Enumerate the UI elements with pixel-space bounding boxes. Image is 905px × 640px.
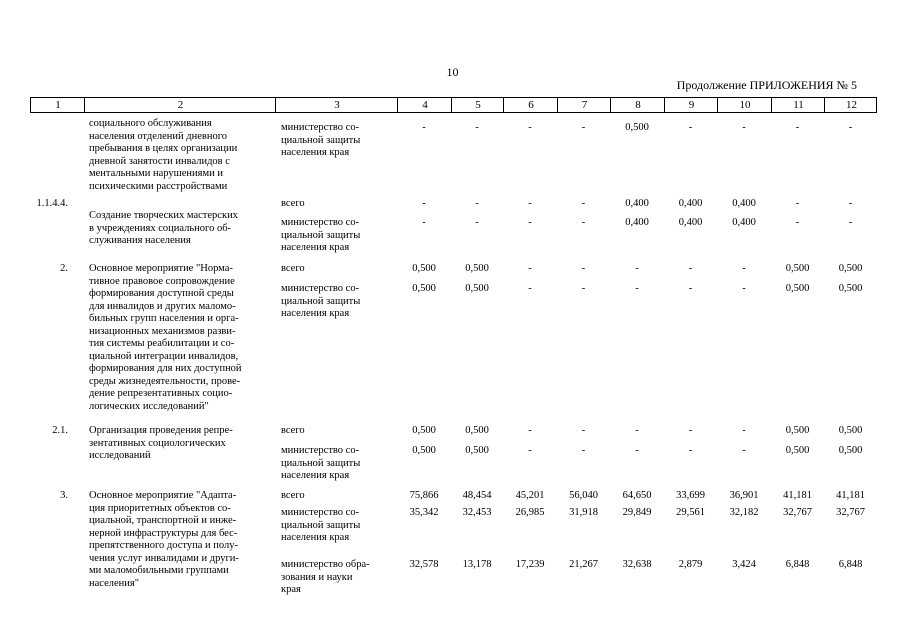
column-divider — [503, 98, 504, 112]
table-cell-value: 29,849 — [622, 507, 652, 518]
table-cell-value: - — [635, 263, 639, 274]
table-cell-value: - — [581, 198, 586, 209]
funding-source: всего — [281, 198, 305, 209]
table-cell-value: 0,500 — [785, 283, 810, 294]
table-cell-value: 0,500 — [412, 445, 436, 456]
table-cell-value: - — [581, 217, 586, 228]
column-header-4: 4 — [422, 99, 428, 111]
table-cell-value: - — [422, 217, 426, 228]
table-cell-value: 56,040 — [569, 490, 598, 501]
table-cell-value: - — [795, 217, 800, 228]
table-cell-value: 0,500 — [625, 122, 649, 133]
table-cell-value: 6,848 — [785, 559, 810, 570]
table-cell-value: - — [528, 217, 532, 228]
table-cell-value: 0,400 — [625, 198, 649, 209]
table-cell-value: - — [635, 425, 639, 436]
column-divider — [824, 98, 825, 112]
table-cell-value: - — [528, 445, 532, 456]
table-cell-value: 45,201 — [515, 490, 545, 501]
column-divider — [557, 98, 558, 112]
table-cell-value: - — [475, 122, 479, 133]
table-cell-value: 13,178 — [462, 559, 492, 570]
table-cell-value: 0,500 — [785, 425, 810, 436]
table-cell-value: 3,424 — [732, 559, 756, 570]
row-number: 2.1. — [52, 425, 68, 436]
table-cell-value: - — [848, 217, 853, 228]
funding-source: министерство со- циальной защиты населения края — [281, 283, 361, 319]
table-cell-value: 0,500 — [838, 445, 863, 456]
row-number: 1.1.4.4. — [36, 198, 68, 209]
column-header-12: 12 — [846, 99, 857, 111]
table-cell-value: 0,500 — [412, 283, 436, 294]
table-cell-value: 32,182 — [729, 507, 759, 518]
table-cell-value: - — [795, 198, 800, 209]
row-number: 2. — [60, 263, 68, 274]
funding-source: всего — [281, 490, 305, 501]
table-cell-value: 0,500 — [838, 263, 863, 274]
table-cell-value: 48,454 — [462, 490, 492, 501]
table-cell-value: 0,500 — [465, 283, 489, 294]
page-number: 10 — [446, 65, 459, 79]
table-cell-value: - — [581, 263, 586, 274]
table-cell-value: 0,400 — [732, 198, 756, 209]
column-header-1: 1 — [55, 99, 61, 111]
table-cell-value: 32,578 — [409, 559, 439, 570]
column-header-9: 9 — [688, 99, 695, 111]
table-cell-value: - — [688, 122, 693, 133]
row-title: социального обслуживания населения отделений дневного пребывания в целях организации дневной занятости инвалидов с ментальными нарушениями и психическими расстройствами — [89, 118, 238, 192]
table-cell-value: - — [688, 263, 693, 274]
table-cell-value: - — [688, 425, 693, 436]
funding-source: министерство со- циальной защиты населения края — [281, 507, 361, 543]
table-cell-value: 0,500 — [412, 263, 436, 274]
table-header-row — [30, 97, 877, 113]
table-cell-value: - — [581, 445, 586, 456]
table-cell-value: - — [475, 217, 479, 228]
funding-source: всего — [281, 425, 305, 436]
column-divider — [84, 98, 85, 112]
table-cell-value: 0,500 — [465, 445, 489, 456]
column-divider — [717, 98, 718, 112]
column-divider — [771, 98, 772, 112]
table-cell-value: - — [422, 122, 426, 133]
table-cell-value: 26,985 — [515, 507, 545, 518]
column-divider — [275, 98, 276, 112]
table-cell-value: 41,181 — [783, 490, 812, 501]
table-cell-value: 21,267 — [569, 559, 598, 570]
table-cell-value: 36,901 — [729, 490, 759, 501]
table-cell-value: 2,879 — [678, 559, 703, 570]
table-cell-value: - — [475, 198, 479, 209]
table-cell-value: - — [742, 425, 746, 436]
table-cell-value: - — [422, 198, 426, 209]
table-cell-value: 33,699 — [676, 490, 705, 501]
row-title: Основное мероприятие "Адапта- ция приоритетных объектов со- циальной, транспортной и инже- нерной инфраструктуры для бес- препятственного доступа и полу- чения услуг инвалидами и други- ми маломобильными группами населения" — [89, 490, 239, 589]
table-cell-value: 32,638 — [622, 559, 652, 570]
column-header-5: 5 — [475, 99, 481, 111]
table-cell-value: 64,650 — [622, 490, 652, 501]
table-cell-value: 41,181 — [836, 490, 865, 501]
row-title: Основное мероприятие "Норма- тивное правовое сопровождение формирования доступной среды для инвалидов и других маломо- бильных групп населения и орга- низационных механизмов разви- тия системы реабилитации и со- циальной интеграции инвалидов, формирования для них доступной среды жизнедеятельности, прове- дение репрезентативных социо- логических исследований" — [89, 263, 242, 412]
table-cell-value: 0,500 — [465, 425, 489, 436]
table-cell-value: 0,500 — [838, 425, 863, 436]
table-cell-value: - — [795, 122, 800, 133]
table-cell-value: - — [528, 425, 532, 436]
table-cell-value: 0,400 — [678, 198, 703, 209]
table-cell-value: - — [742, 122, 746, 133]
column-divider — [451, 98, 452, 112]
funding-source: министерство обра- зования и науки края — [281, 559, 370, 595]
column-divider — [610, 98, 611, 112]
table-cell-value: 0,500 — [785, 445, 810, 456]
table-cell-value: - — [528, 198, 532, 209]
table-cell-value: - — [528, 122, 532, 133]
table-cell-value: 31,918 — [569, 507, 598, 518]
table-cell-value: - — [742, 283, 746, 294]
table-cell-value: - — [528, 283, 532, 294]
row-title: Организация проведения репре- зентативных социологических исследований — [89, 425, 233, 461]
column-header-3: 3 — [334, 99, 340, 111]
column-header-10: 10 — [739, 99, 751, 111]
funding-source: министерство со- циальной защиты населения края — [281, 445, 361, 481]
table-cell-value: 32,767 — [836, 507, 865, 518]
column-header-6: 6 — [528, 99, 534, 111]
table-cell-value: 29,561 — [676, 507, 705, 518]
row-number: 3. — [60, 490, 68, 501]
column-header-7: 7 — [581, 99, 588, 111]
table-cell-value: - — [848, 122, 853, 133]
table-cell-value: - — [742, 445, 746, 456]
table-cell-value: 32,453 — [462, 507, 492, 518]
table-cell-value: 0,400 — [625, 217, 649, 228]
table-cell-value: 75,866 — [409, 490, 439, 501]
table-cell-value: - — [635, 283, 639, 294]
table-cell-value: 0,500 — [785, 263, 810, 274]
table-cell-value: 0,500 — [465, 263, 489, 274]
table-cell-value: - — [688, 283, 693, 294]
column-header-8: 8 — [635, 99, 641, 111]
table-cell-value: - — [848, 198, 853, 209]
column-header-11: 11 — [793, 99, 804, 111]
table-cell-value: - — [581, 425, 586, 436]
continuation-label: Продолжение ПРИЛОЖЕНИЯ № 5 — [676, 78, 857, 92]
table-cell-value: - — [688, 445, 693, 456]
table-cell-value: 0,400 — [678, 217, 703, 228]
table-cell-value: 0,500 — [838, 283, 863, 294]
table-cell-value: 0,400 — [732, 217, 756, 228]
table-cell-value: - — [528, 263, 532, 274]
funding-source: министерство со- циальной защиты населения края — [281, 217, 361, 253]
funding-source: министерство со- циальной защиты населения края — [281, 122, 361, 158]
table-cell-value: - — [742, 263, 746, 274]
column-header-2: 2 — [177, 99, 184, 111]
table-cell-value: - — [581, 122, 586, 133]
table-cell-value: 0,500 — [412, 425, 436, 436]
table-cell-value: 35,342 — [409, 507, 439, 518]
row-title: Создание творческих мастерских в учреждениях социального об- служивания населения — [89, 210, 238, 246]
table-cell-value: - — [635, 445, 639, 456]
column-divider — [664, 98, 665, 112]
table-cell-value: - — [581, 283, 586, 294]
table-cell-value: 6,848 — [838, 559, 863, 570]
funding-source: всего — [281, 263, 305, 274]
table-cell-value: 32,767 — [783, 507, 812, 518]
table-cell-value: 17,239 — [515, 559, 545, 570]
column-divider — [397, 98, 398, 112]
